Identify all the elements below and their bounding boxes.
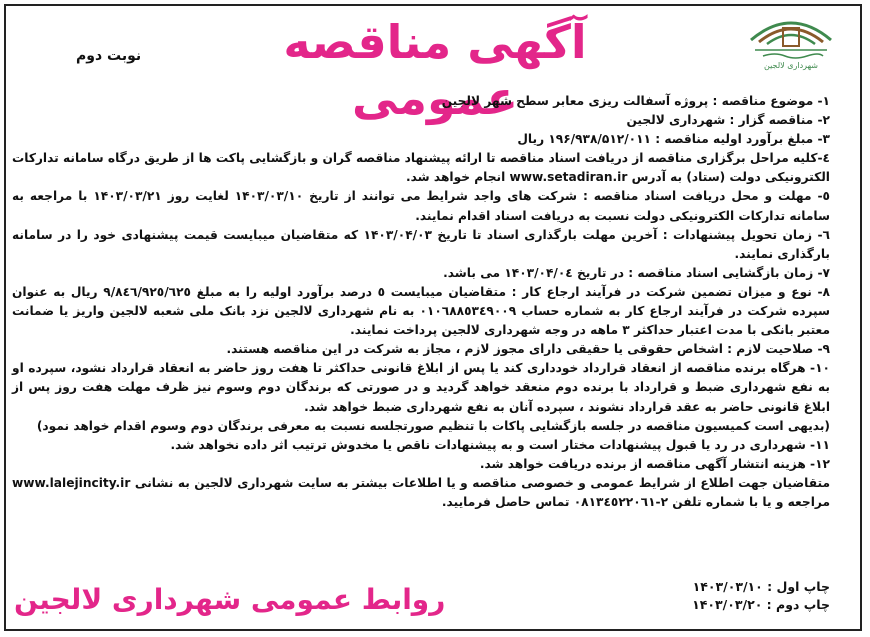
- logo-caption: شهرداری لالجین: [764, 61, 818, 70]
- item-process: ٤-کلیه مراحل برگزاری مناقصه از دریافت اسناد مناقصه تا ارائه پیشنهاد مناقصه گران و بازگشایی پاکت ها از طریق درگاه سامانه تدارکات الکترونیکی دولت (ستاد) به آدرس www.setadiran.ir انجام خواهد شد.: [12, 151, 830, 185]
- item-commission-note: (بدیهی است کمیسیون مناقصه در جلسه بازگشایی پاکات با تنظیم صورتجلسه نسبت به معرفی برندگان دوم وسوم اقدام خواهد نمود): [36, 418, 830, 433]
- item-document-deadline: ٥- مهلت و محل دریافت اسناد مناقصه : شرکت های واجد شرایط می توانند از تاریخ ۱۴۰۳/۰۳/۱۰ لغایت روز ۱۴۰۳/۰۳/۲۱ با مراجعه به سامانه تدارکات الکترونیکی دولت نسبت به دریافت اسناد اقدام نمایند.: [12, 189, 830, 223]
- item-contact: متقاضیان جهت اطلاع از شرایط عمومی و خصوصی مناقصه و یا اطلاعات بیشتر به سایت شهرداری لالجین به نشانی www.lalejincity.ir مراجعه و یا با شماره تلفن ۲-۰۸۱۳٤٥۲۲۰٦۱ تماس حاصل فرمایید.: [12, 475, 830, 509]
- item-qualification: ۹- صلاحیت لازم : اشخاص حقوقی یا حقیقی دارای مجوز لازم ، مجاز به شرکت در این مناقصه هستند.: [226, 342, 830, 357]
- item-submission-deadline: ٦- زمان تحویل پیشنهادات : آخرین مهلت بارگذاری اسناد تا تاریخ ۱۴۰۳/۰۴/۰۳ که متقاضیان میبایست قیمت پیشنهادی خود را در سامانه بارگذاری نمایند.: [12, 227, 830, 261]
- ad-title: آگهی مناقصه عمومی: [283, 15, 587, 125]
- ad-body: [12, 92, 830, 512]
- item-tenderer: ۲- مناقصه گزار : شهرداری لالجین: [626, 113, 830, 128]
- item-publication-cost: ۱۲- هزینه انتشار آگهی مناقصه از برنده دریافت خواهد شد.: [479, 456, 830, 471]
- print-date-second: چاپ دوم : ۱۴۰۳/۰۳/۲۰: [692, 597, 830, 612]
- print-date-first: چاپ اول : ۱۴۰۳/۰۳/۱۰: [692, 579, 830, 594]
- footer-brand: روابط عمومی شهرداری لالجین: [14, 583, 446, 616]
- round-label: نوبت دوم: [76, 48, 142, 64]
- item-subject: ۱- موضوع مناقصه : پروژه آسفالت ریزی معابر سطح شهر لالجین: [441, 94, 830, 108]
- item-estimate: ۳- مبلغ برآورد اولیه مناقصه : ۱۹۶/۹۳۸/۵۱۲/۰۱۱ ریال: [517, 132, 830, 147]
- municipality-logo: [745, 10, 837, 72]
- print-dates: [690, 578, 830, 614]
- item-opening-date: ۷- زمان بازگشایی اسناد مناقصه : در تاریخ ۱۴۰۳/۰۴/۰٤ می باشد.: [443, 265, 830, 280]
- item-forfeit: ۱۰- هرگاه برنده مناقصه از انعقاد قرارداد خودداری کند یا پس از ابلاغ قانونی حداکثر تا هفت روز حاضر به انعقاد قرارداد نشود، سپرده او به نفع شهرداری ضبط و قرارداد با برنده دوم منعقد خواهد گردید و در صورتی که برندگان دوم وسوم نیز ظرف مهلت هفت روز پس از ابلاغ قانونی حاضر به عقد قرارداد نشوند ، سپرده آنان به نفع شهرداری ضبط خواهد شد.: [12, 361, 830, 414]
- item-guarantee: ۸- نوع و میزان تضمین شرکت در فرآیند ارجاع کار : متقاضیان میبایست ٥ درصد برآورد اولیه را به مبلغ ۹/۸٤٦/۹۲٥/٦۲٥ ریال به عنوان سپرده شرکت در فرآیند ارجاع کار به شماره حساب ۰۱۰٦۸۸٥۳٤۹۰۰۹ به نام شهرداری لالجین نزد بانک ملی شعبه لالجین واریز یا ضمانت معتبر بانکی با مدت اعتبار حداکثر ۳ ماهه در وجه شهرداری لالجین پرداخت نمایند.: [12, 284, 830, 338]
- item-rights: ۱۱- شهرداری در رد یا قبول پیشنهادات مختار است و به پیشنهادات ناقص یا مخدوش ترتیب اثر داده نخواهد شد.: [170, 437, 830, 452]
